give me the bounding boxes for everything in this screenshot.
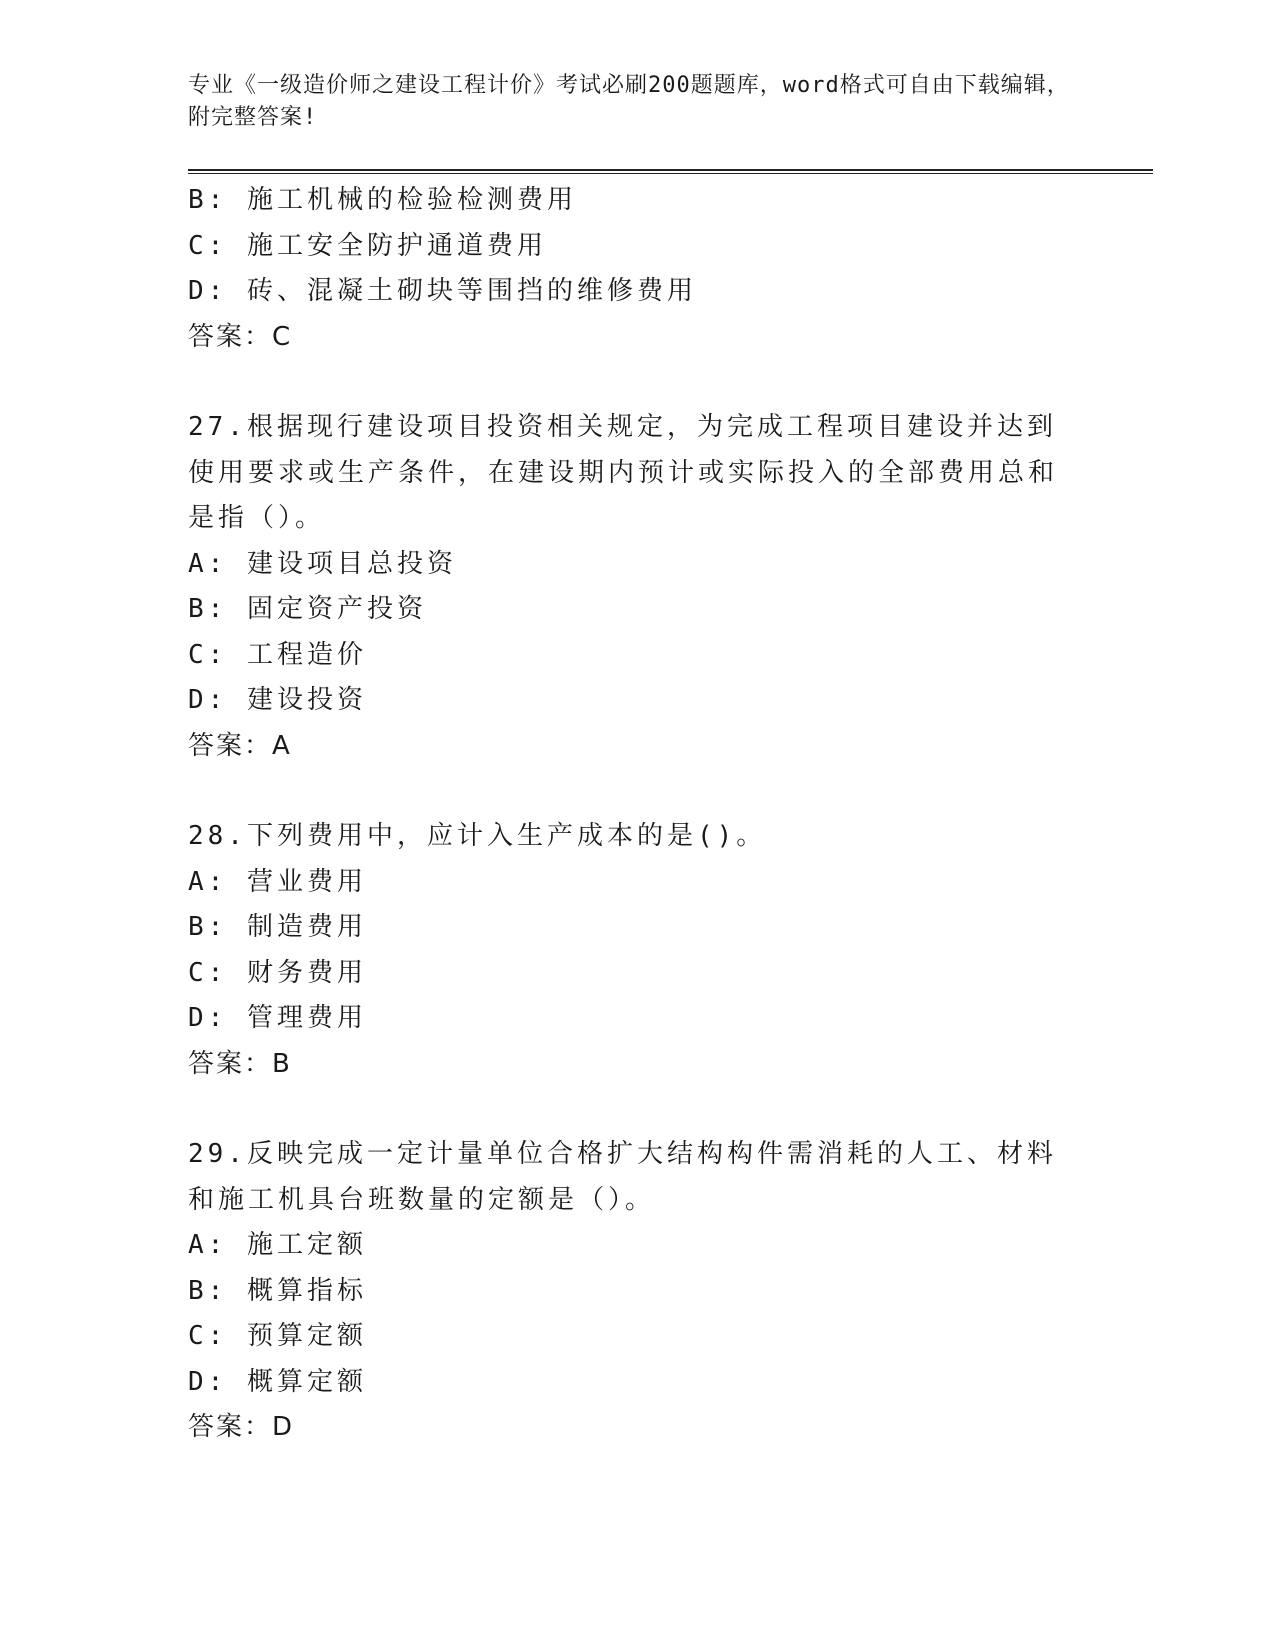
option-b: B: 制造费用 [188,912,367,942]
answer-line: 答案：B [188,1048,292,1079]
question-block-27 [188,405,1153,769]
option-c: C: 财务费用 [188,957,367,988]
option-b: B: 固定资产投资 [188,594,427,624]
spacer [188,769,1153,814]
question-list [188,178,1153,1451]
option-c: C: 施工安全防护通道费用 [188,230,547,261]
option-b: B: 概算指标 [188,1275,367,1306]
option-c: C: 预算定额 [188,1321,367,1351]
option-a: A: 施工定额 [188,1230,367,1260]
option-a: A: 建设项目总投资 [188,548,457,579]
option-d: D: 建设投资 [188,685,367,715]
document-header: 专业《一级造价师之建设工程计价》考试必刷200题题库，word格式可自由下载编辑，附完整答案! [188,73,1070,130]
option-d: D: 管理费用 [188,1003,367,1033]
spacer [188,360,1153,405]
answer-line: 答案：D [188,1412,295,1442]
answer-line: 答案：C [188,321,293,352]
header-divider [188,169,1153,174]
question-stem: 28.下列费用中，应计入生产成本的是()。 [188,821,767,851]
spacer [188,1087,1153,1132]
option-c: C: 工程造价 [188,639,367,670]
answer-line: 答案：A [188,730,292,761]
question-block-26 [188,178,1153,360]
option-b: B: 施工机械的检验检测费用 [188,185,577,215]
document-page [188,70,1153,1451]
option-a: A: 营业费用 [188,866,367,897]
option-d: D: 概算定额 [188,1366,367,1397]
option-d: D: 砖、混凝土砌块等围挡的维修费用 [188,276,697,306]
question-block-29 [188,1132,1153,1451]
question-stem: 27.根据现行建设项目投资相关规定，为完成工程项目建设并达到使用要求或生产条件，在建设期内预计或实际投入的全部费用总和是指（）。 [188,412,1059,533]
question-block-28 [188,814,1153,1087]
question-stem: 29.反映完成一定计量单位合格扩大结构构件需消耗的人工、材料和施工机具台班数量的定额是（）。 [188,1139,1057,1215]
